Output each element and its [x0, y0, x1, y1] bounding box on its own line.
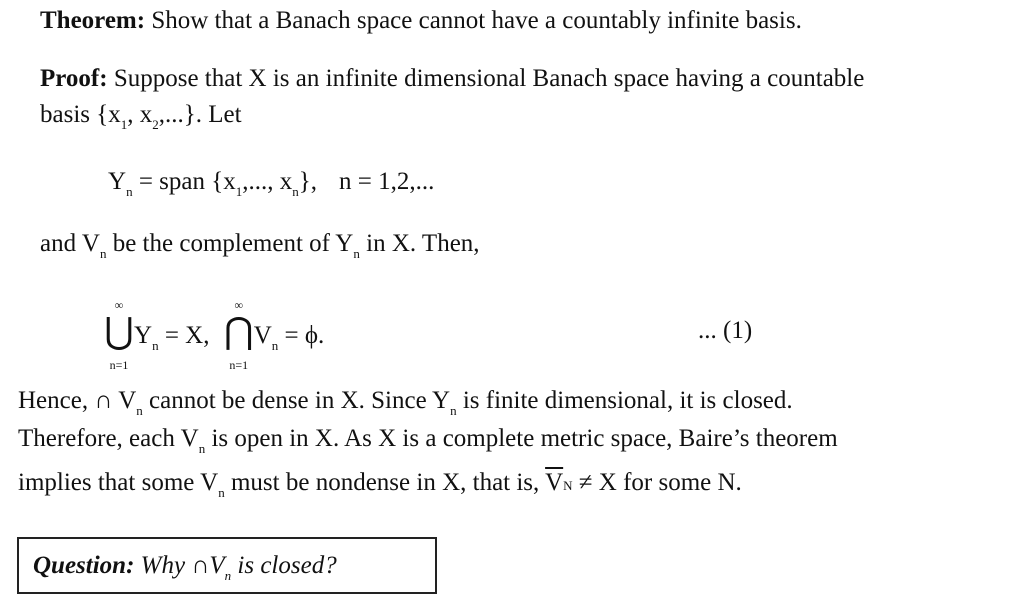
comp-t3: in X. Then, [359, 230, 480, 257]
eq-end: }, [298, 168, 317, 195]
question-t2: is closed? [231, 552, 337, 579]
eq-mid: = span {x [132, 168, 236, 195]
therefore-a: Therefore, each V [18, 425, 199, 452]
question-box [17, 537, 437, 594]
inter-term: V [253, 322, 272, 349]
proof-label: Proof: [40, 65, 108, 92]
union-term-sub: n [152, 338, 159, 353]
eq-sub-n: n [292, 184, 299, 199]
complement-line [40, 229, 480, 269]
implies-s1: n [218, 485, 225, 500]
comp-t1: and V [40, 230, 100, 257]
sub-1: 1 [120, 117, 128, 132]
comp-t2: be the complement of Y [106, 230, 354, 257]
eq-lhs: Y [108, 168, 127, 195]
therefore-s1: n [198, 441, 206, 456]
inter-top: ∞ [234, 298, 243, 312]
union-bottom: n=1 [109, 358, 129, 372]
closure-sub: N [563, 478, 573, 493]
basis-text: basis {x [40, 101, 121, 128]
implies-c: ≠ X for some N. [572, 469, 742, 496]
union-eq: = X, [158, 322, 210, 349]
basis-mid: , x [127, 101, 153, 128]
question-label: Question: [33, 552, 135, 579]
union-term: Y [134, 322, 153, 349]
union-operator [104, 298, 134, 372]
theorem-label: Theorem: [40, 7, 146, 34]
implies-b: must be nondense in X, that is, [224, 469, 546, 496]
therefore-b: is open in X. As X is a complete metric space, Baire’s theorem [205, 425, 838, 452]
proof-line-2 [40, 100, 242, 140]
hence-line-2 [18, 424, 838, 464]
eq-mid-2: ,..., x [242, 168, 293, 195]
hence-line-1 [18, 386, 793, 426]
eq-range: n = 1,2,... [339, 168, 435, 195]
union-top: ∞ [114, 298, 124, 312]
inter-bottom: n=1 [229, 358, 249, 372]
inter-symbol: ⋂ [223, 311, 254, 351]
hence-s2: n [450, 403, 457, 418]
equation-number: ... (1) [698, 317, 753, 344]
inter-eq: = ϕ. [278, 322, 325, 349]
sub-2: 2 [152, 117, 159, 132]
intersection-operator [223, 298, 254, 372]
hence-b: cannot be dense in X. Since Y [142, 387, 451, 414]
hence-s1: n [136, 403, 143, 418]
inter-term-sub: n [271, 338, 279, 353]
closure-v: $\overline{V}$ [545, 469, 564, 496]
basis-end: ,...}. Let [158, 101, 242, 128]
question-t1: Why ∩V [134, 552, 225, 579]
hence-a: Hence, ∩ V [18, 387, 137, 414]
eq-lhs-sub: n [126, 184, 133, 199]
union-symbol: ⋃ [104, 311, 134, 351]
union-equation [104, 298, 325, 372]
proof-line-1 [40, 64, 864, 94]
implies-a: implies that some V [18, 469, 219, 496]
comp-s1: n [99, 246, 107, 261]
theorem-text: Show that a Banach space cannot have a countably infinite basis. [151, 7, 802, 34]
theorem-line [40, 6, 802, 36]
span-equation [108, 167, 434, 207]
question-s1: n [224, 568, 232, 583]
proof-text-1: Suppose that X is an infinite dimensional Banach space having a countable [113, 65, 865, 92]
comp-s2: n [353, 246, 360, 261]
eq-sub-1: 1 [235, 184, 243, 199]
hence-line-3 [18, 468, 742, 508]
hence-c: is finite dimensional, it is closed. [456, 387, 793, 414]
